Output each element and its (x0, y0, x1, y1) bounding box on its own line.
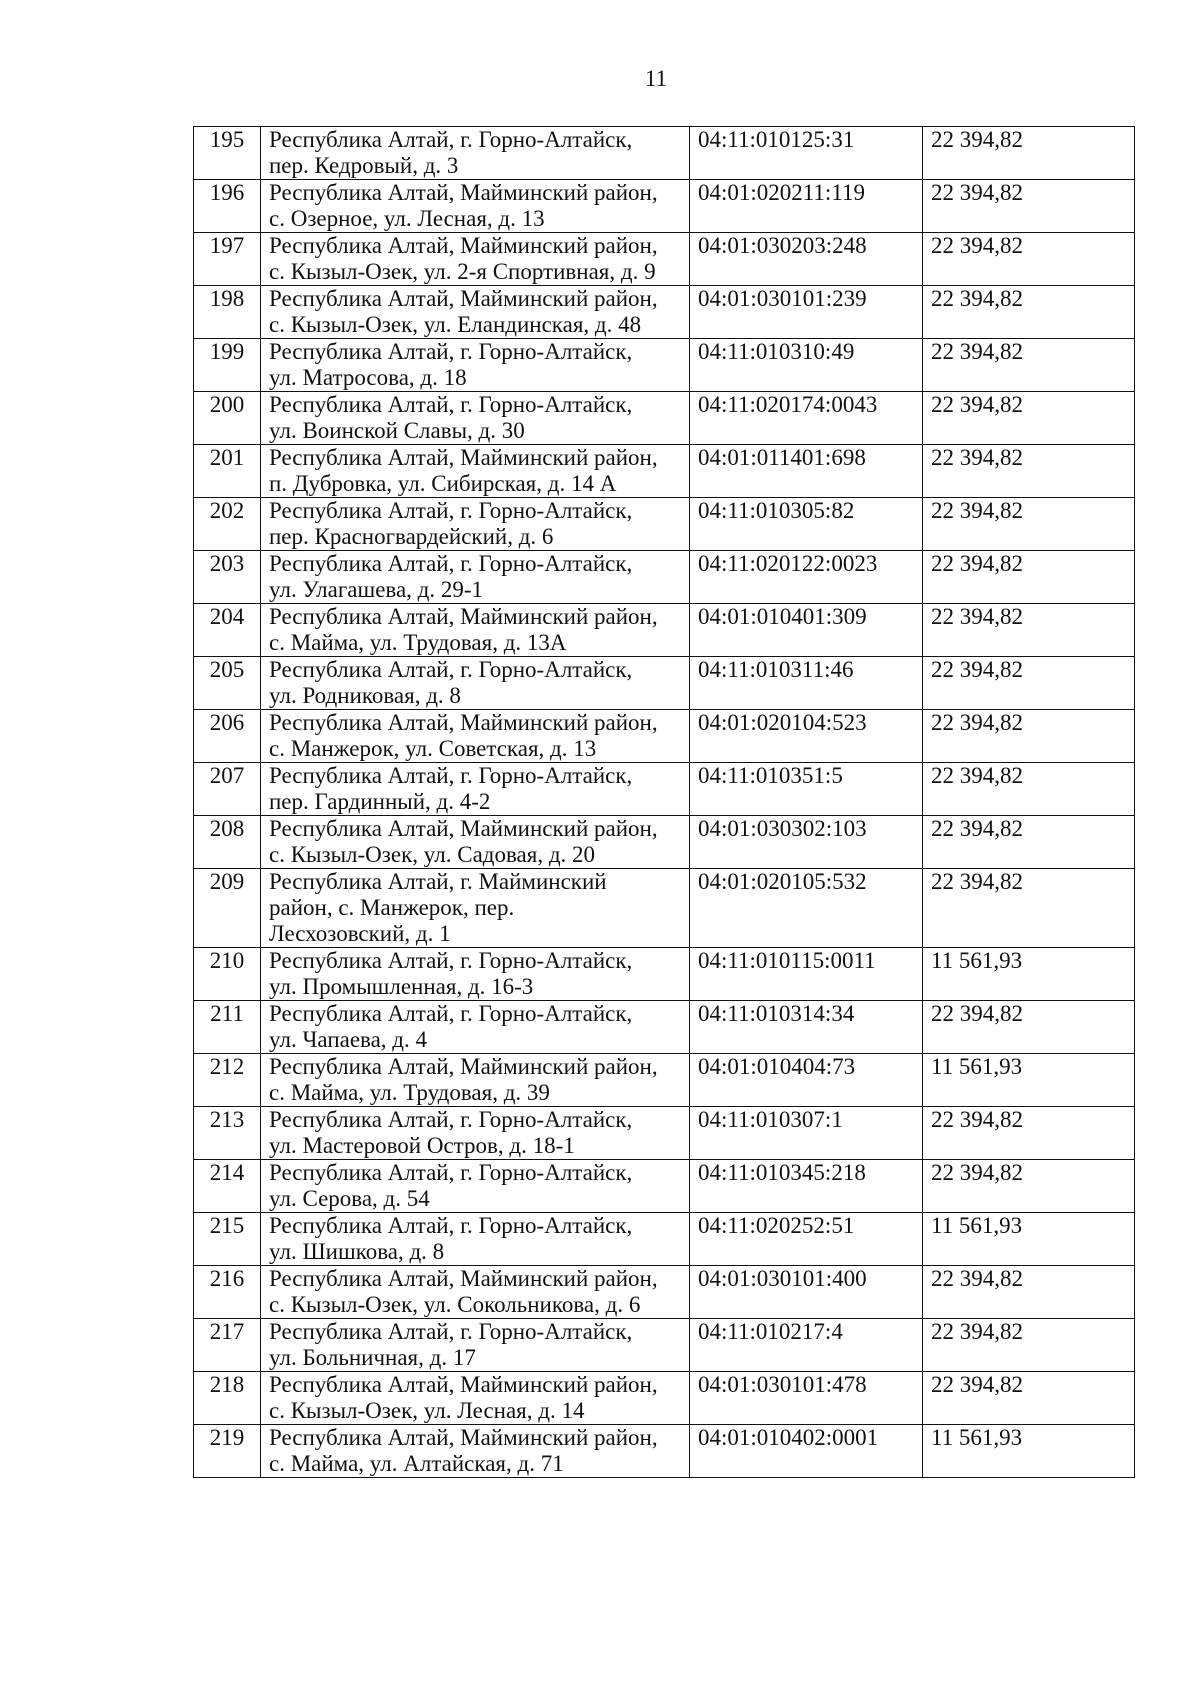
page-number: 11 (644, 66, 668, 91)
address-line: Республика Алтай, г. Горно-Алтайск, (269, 1001, 633, 1026)
row-number: 216 (194, 1266, 261, 1319)
cadastral-number: 04:11:010310:49 (690, 339, 923, 392)
address-line: Республика Алтай, г. Майминский (269, 869, 607, 894)
address-cell (261, 1425, 690, 1478)
cadastral-number: 04:11:020174:0043 (690, 392, 923, 445)
row-number: 215 (194, 1213, 261, 1266)
address-line: с. Майма, ул. Трудовая, д. 13А (269, 630, 567, 655)
table-row (194, 816, 1135, 869)
price-value: 11 561,93 (923, 948, 1135, 1001)
cadastral-number: 04:11:010307:1 (690, 1107, 923, 1160)
row-number: 198 (194, 286, 261, 339)
address-cell (261, 869, 690, 948)
row-number: 206 (194, 710, 261, 763)
address-line: Республика Алтай, г. Горно-Алтайск, (269, 1107, 633, 1132)
table-row (194, 1425, 1135, 1478)
cadastral-number: 04:11:010351:5 (690, 763, 923, 816)
row-number: 212 (194, 1054, 261, 1107)
address-line: Республика Алтай, г. Горно-Алтайск, (269, 1213, 633, 1238)
address-line: Республика Алтай, Майминский район, (269, 710, 658, 735)
table-row (194, 710, 1135, 763)
price-value: 22 394,82 (923, 392, 1135, 445)
address-line: Республика Алтай, г. Горно-Алтайск, (269, 763, 633, 788)
price-value: 22 394,82 (923, 1160, 1135, 1213)
price-value: 22 394,82 (923, 127, 1135, 180)
address-line: Республика Алтай, Майминский район, (269, 445, 658, 470)
address-cell (261, 1372, 690, 1425)
address-line: район, с. Манжерок, пер. (269, 895, 515, 920)
address-line: ул. Воинской Славы, д. 30 (269, 418, 525, 443)
address-line: Республика Алтай, г. Горно-Алтайск, (269, 657, 633, 682)
address-line: Республика Алтай, г. Горно-Алтайск, (269, 1160, 633, 1185)
cadastral-number: 04:11:010305:82 (690, 498, 923, 551)
table-row (194, 1319, 1135, 1372)
price-value: 22 394,82 (923, 1001, 1135, 1054)
row-number: 202 (194, 498, 261, 551)
address-cell (261, 551, 690, 604)
cadastral-number: 04:11:010314:34 (690, 1001, 923, 1054)
cadastral-number: 04:11:020122:0023 (690, 551, 923, 604)
table-row (194, 1160, 1135, 1213)
address-line: Республика Алтай, г. Горно-Алтайск, (269, 948, 633, 973)
price-value: 22 394,82 (923, 869, 1135, 948)
table-row (194, 551, 1135, 604)
price-value: 11 561,93 (923, 1054, 1135, 1107)
table-row (194, 763, 1135, 816)
cadastral-number: 04:01:030101:400 (690, 1266, 923, 1319)
address-cell (261, 763, 690, 816)
price-value: 22 394,82 (923, 498, 1135, 551)
address-line: п. Дубровка, ул. Сибирская, д. 14 А (269, 471, 617, 496)
address-line: ул. Больничная, д. 17 (269, 1345, 476, 1370)
address-line: ул. Мастеровой Остров, д. 18-1 (269, 1133, 575, 1158)
row-number: 195 (194, 127, 261, 180)
address-cell (261, 286, 690, 339)
row-number: 204 (194, 604, 261, 657)
address-line: Республика Алтай, Майминский район, (269, 604, 658, 629)
address-cell (261, 657, 690, 710)
address-cell (261, 604, 690, 657)
address-cell (261, 1054, 690, 1107)
table-row (194, 1054, 1135, 1107)
address-line: Республика Алтай, Майминский район, (269, 1372, 658, 1397)
cadastral-number: 04:01:030203:248 (690, 233, 923, 286)
table-row (194, 948, 1135, 1001)
table-row (194, 604, 1135, 657)
price-value: 22 394,82 (923, 604, 1135, 657)
address-cell (261, 1160, 690, 1213)
table-row (194, 1372, 1135, 1425)
address-line: с. Манжерок, ул. Советская, д. 13 (269, 736, 597, 761)
table-row (194, 657, 1135, 710)
row-number: 211 (194, 1001, 261, 1054)
row-number: 218 (194, 1372, 261, 1425)
address-cell (261, 127, 690, 180)
address-line: Республика Алтай, Майминский район, (269, 233, 658, 258)
row-number: 197 (194, 233, 261, 286)
table-row (194, 180, 1135, 233)
price-value: 22 394,82 (923, 339, 1135, 392)
price-value: 22 394,82 (923, 233, 1135, 286)
address-cell (261, 1107, 690, 1160)
address-cell (261, 710, 690, 763)
address-line: ул. Серова, д. 54 (269, 1186, 430, 1211)
address-cell (261, 1213, 690, 1266)
row-number: 209 (194, 869, 261, 948)
cadastral-number: 04:01:030302:103 (690, 816, 923, 869)
address-line: ул. Шишкова, д. 8 (269, 1239, 445, 1264)
row-number: 208 (194, 816, 261, 869)
address-cell (261, 1266, 690, 1319)
price-value: 22 394,82 (923, 1266, 1135, 1319)
row-number: 205 (194, 657, 261, 710)
address-line: пер. Кедровый, д. 3 (269, 153, 459, 178)
address-line: ул. Чапаева, д. 4 (269, 1027, 428, 1052)
address-line: Лесхозовский, д. 1 (269, 921, 451, 946)
address-line: Республика Алтай, Майминский район, (269, 180, 658, 205)
table-row (194, 1001, 1135, 1054)
address-line: пер. Гардинный, д. 4-2 (269, 789, 491, 814)
address-cell (261, 180, 690, 233)
price-value: 22 394,82 (923, 763, 1135, 816)
cadastral-number: 04:01:020104:523 (690, 710, 923, 763)
table-row (194, 233, 1135, 286)
address-line: пер. Красногвардейский, д. 6 (269, 524, 554, 549)
table-row (194, 1213, 1135, 1266)
cadastral-number: 04:11:010345:218 (690, 1160, 923, 1213)
row-number: 196 (194, 180, 261, 233)
price-value: 22 394,82 (923, 710, 1135, 763)
cadastral-number: 04:01:010404:73 (690, 1054, 923, 1107)
address-line: Республика Алтай, г. Горно-Алтайск, (269, 551, 633, 576)
cadastral-number: 04:11:010217:4 (690, 1319, 923, 1372)
address-line: с. Озерное, ул. Лесная, д. 13 (269, 206, 545, 231)
row-number: 219 (194, 1425, 261, 1478)
address-line: ул. Улагашева, д. 29-1 (269, 577, 484, 602)
cadastral-number: 04:01:010401:309 (690, 604, 923, 657)
table-row (194, 445, 1135, 498)
cadastral-number: 04:01:030101:239 (690, 286, 923, 339)
address-line: Республика Алтай, г. Горно-Алтайск, (269, 1319, 633, 1344)
cadastral-number: 04:01:020211:119 (690, 180, 923, 233)
address-line: Республика Алтай, Майминский район, (269, 1054, 658, 1079)
cadastral-number: 04:01:020105:532 (690, 869, 923, 948)
cadastral-number: 04:11:020252:51 (690, 1213, 923, 1266)
cadastral-number: 04:01:010402:0001 (690, 1425, 923, 1478)
row-number: 213 (194, 1107, 261, 1160)
row-number: 203 (194, 551, 261, 604)
price-value: 22 394,82 (923, 657, 1135, 710)
address-cell (261, 816, 690, 869)
address-cell (261, 233, 690, 286)
address-line: с. Кызыл-Озек, ул. Лесная, д. 14 (269, 1398, 585, 1423)
price-value: 22 394,82 (923, 1319, 1135, 1372)
cadastral-number: 04:01:030101:478 (690, 1372, 923, 1425)
row-number: 214 (194, 1160, 261, 1213)
address-line: Республика Алтай, г. Горно-Алтайск, (269, 498, 633, 523)
cadastral-number: 04:11:010311:46 (690, 657, 923, 710)
address-line: с. Кызыл-Озек, ул. Еландинская, д. 48 (269, 312, 642, 337)
row-number: 199 (194, 339, 261, 392)
address-line: с. Майма, ул. Алтайская, д. 71 (269, 1451, 564, 1476)
address-cell (261, 1319, 690, 1372)
table-row (194, 286, 1135, 339)
price-value: 22 394,82 (923, 1372, 1135, 1425)
address-cell (261, 339, 690, 392)
address-line: Республика Алтай, Майминский район, (269, 1425, 658, 1450)
cadastral-number: 04:11:010125:31 (690, 127, 923, 180)
price-value: 22 394,82 (923, 1107, 1135, 1160)
table-row (194, 498, 1135, 551)
cadastral-number: 04:11:010115:0011 (690, 948, 923, 1001)
price-value: 22 394,82 (923, 551, 1135, 604)
address-line: ул. Родниковая, д. 8 (269, 683, 461, 708)
price-value: 11 561,93 (923, 1425, 1135, 1478)
table-row (194, 392, 1135, 445)
row-number: 210 (194, 948, 261, 1001)
row-number: 207 (194, 763, 261, 816)
address-line: Республика Алтай, Майминский район, (269, 1266, 658, 1291)
table-row (194, 339, 1135, 392)
address-line: Республика Алтай, г. Горно-Алтайск, (269, 392, 633, 417)
price-value: 22 394,82 (923, 286, 1135, 339)
address-line: Республика Алтай, г. Горно-Алтайск, (269, 127, 633, 152)
address-line: с. Кызыл-Озек, ул. Садовая, д. 20 (269, 842, 596, 867)
row-number: 200 (194, 392, 261, 445)
address-line: с. Майма, ул. Трудовая, д. 39 (269, 1080, 550, 1105)
row-number: 217 (194, 1319, 261, 1372)
address-cell (261, 1001, 690, 1054)
property-table (193, 126, 1135, 1478)
row-number: 201 (194, 445, 261, 498)
table-row (194, 127, 1135, 180)
table-row (194, 869, 1135, 948)
table-body (194, 127, 1135, 1478)
price-value: 22 394,82 (923, 816, 1135, 869)
address-line: ул. Промышленная, д. 16-3 (269, 974, 534, 999)
price-value: 22 394,82 (923, 445, 1135, 498)
table-row (194, 1107, 1135, 1160)
address-line: Республика Алтай, Майминский район, (269, 816, 658, 841)
address-cell (261, 948, 690, 1001)
address-line: Республика Алтай, Майминский район, (269, 286, 658, 311)
address-cell (261, 445, 690, 498)
price-value: 11 561,93 (923, 1213, 1135, 1266)
address-line: ул. Матросова, д. 18 (269, 365, 467, 390)
address-line: с. Кызыл-Озек, ул. Сокольникова, д. 6 (269, 1292, 641, 1317)
address-cell (261, 392, 690, 445)
address-line: с. Кызыл-Озек, ул. 2-я Спортивная, д. 9 (269, 259, 656, 284)
price-value: 22 394,82 (923, 180, 1135, 233)
address-line: Республика Алтай, г. Горно-Алтайск, (269, 339, 633, 364)
address-cell (261, 498, 690, 551)
cadastral-number: 04:01:011401:698 (690, 445, 923, 498)
table-row (194, 1266, 1135, 1319)
